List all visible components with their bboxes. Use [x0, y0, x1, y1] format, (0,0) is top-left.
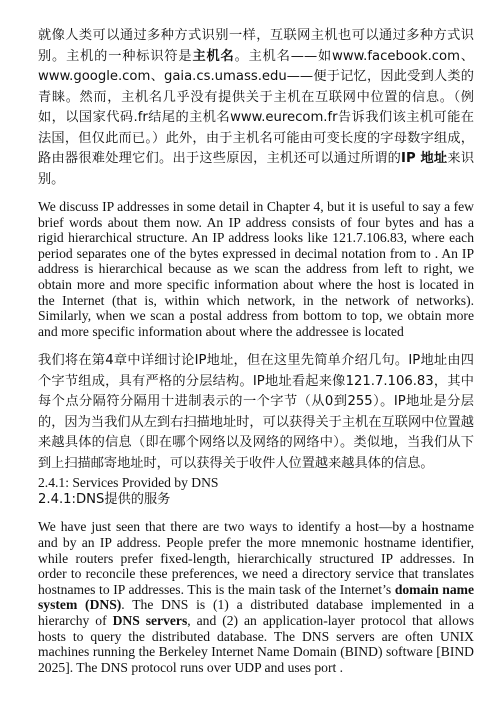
text-run: 来识别。 — [38, 151, 475, 187]
text-run: 。主机名——如www.facebook.com、www.google.com、gaia.cs.umass.edu——便于记忆，因此受到人类的青睐。然而，主机名几乎没有提供关于主机在互联网中位置的信息。（例如，以国家代码.fr结尾的主机名www.eurecom.fr告诉我们该主机可能在法国，但仅此而已。）此外，由于主机名可能由可变长度的字母数字组成，路由器很难处理它们。出于这些原因，主机还可以通过所谓的 — [38, 48, 474, 166]
text-run: 就像人类可以通过多种方式识别一样，互联网主机也可以通过多种方式识别。主机的一种标识符是 — [38, 28, 474, 64]
bold-term-ip-address: IP 地址 — [401, 151, 448, 166]
bold-term-dns-servers: DNS servers — [112, 612, 188, 628]
paragraph-zh-ip-address: 我们将在第4章中详细讨论IP地址，但在这里先简单介绍几句。IP地址由四个字节组成，具有严格的分层结构。IP地址看起来像121.7.106.83，其中每个点分隔符分隔用十进制表示的一个字节（从0到255）。IP地址是分层的，因为当我们从左到右扫描地址时，可以获得关于主机在互联网中位置越来越具体的信息（即在哪个网络以及网络的网络中）。类似地，当我们从下到上扫描邮寄地址时，可以获得关于收件人位置越来越具体的信息。 — [38, 353, 474, 471]
section-heading-en: 2.4.1: Services Provided by DNS — [38, 475, 219, 491]
paragraph-en-dns-services — [38, 519, 474, 675]
text-run: , and (2) an application-layer protocol that allows hosts to query the distributed database. The DNS servers are often UNIX machines running the Berkeley Internet Name Domain (BIND) software [BIND 2025]. The DNS protocol runs over UDP and uses port . — [38, 612, 474, 675]
paragraph-zh-hostname — [38, 26, 474, 190]
bold-term-hostname: 主机名 — [192, 48, 235, 64]
text-run: We have just seen that there are two ways to identify a host—by a hostname and by an IP address. People prefer the more mnemonic hostname identifier, while routers prefer fixed-length, hierarchically structured IP addresses. In order to reconcile these preferences, we need a directory service that translates hostnames to IP addresses. This is the main task of the Internet’s — [38, 519, 474, 597]
bold-term-dns: domain name system (DNS) — [38, 581, 474, 613]
paragraph-en-ip-address: We discuss IP addresses in some detail in Chapter 4, but it is useful to say a few brief words about them now. An IP address consists of four bytes and has a rigid hierarchical structure. An IP address looks like 121.7.106.83, where each period separates one of the bytes expressed in decimal notation from to . An IP address is hierarchical because as we scan the address from left to right, we obtain more and more specific information about where the host is located in the Internet (that is, within which network, in the network of networks). Similarly, when we scan a postal address from bottom to top, we obtain more and more specific information about where the addressee is located — [38, 199, 474, 339]
section-heading-zh: 2.4.1:DNS提供的服务 — [38, 492, 171, 508]
text-run: . The DNS is (1) a distributed database implemented in a hierarchy of — [38, 597, 474, 628]
